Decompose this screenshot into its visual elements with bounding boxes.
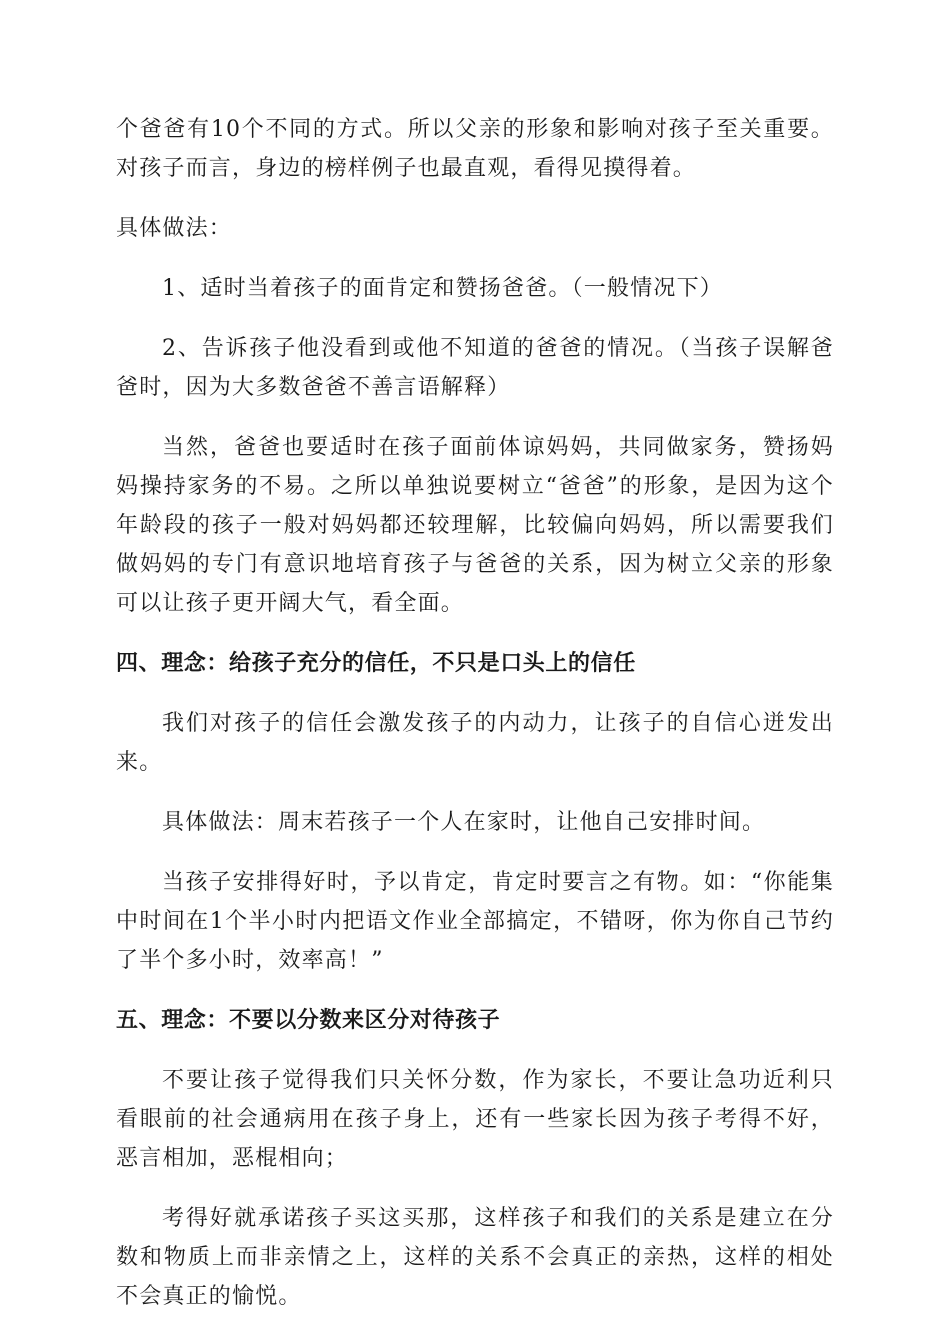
paragraph-trust-method: 具体做法：周末若孩子一个人在家时，让他自己安排时间。: [162, 810, 766, 835]
paragraph-father-role: 当然，爸爸也要适时在孩子面前体谅妈妈，共同做家务，赞扬妈妈操持家务的不易。之所以单独说要树立“爸爸”的形象，是因为这个年龄段的孩子一般对妈妈都还较理解，比较偏向妈妈，所以需要我们做妈妈的专门有意识地培育孩子与爸爸的关系，因为树立父亲的形象可以让孩子更开阔大气，看全面。: [116, 435, 834, 616]
paragraph-method-item-2: 2、告诉孩子他没看到或他不知道的爸爸的情况。（当孩子误解爸爸时，因为大多数爸爸不善言语解释）: [116, 336, 834, 400]
paragraph-method-label: 具体做法：: [116, 216, 233, 241]
document-body: [116, 110, 834, 1316]
paragraph-scores-intro: 不要让孩子觉得我们只关怀分数，作为家长，不要让急功近利只看眼前的社会通病用在孩子身上，还有一些家长因为孩子考得不好，恶言相加，恶棍相向；: [116, 1068, 834, 1171]
paragraph-father-image-continued: 个爸爸有10个不同的方式。所以父亲的形象和影响对孩子至关重要。对孩子而言，身边的榜样例子也最直观，看得见摸得着。: [116, 117, 834, 181]
paragraph-method-item-1: 1、适时当着孩子的面肯定和赞扬爸爸。（一般情况下）: [162, 276, 723, 301]
section-heading-trust: 四、理念：给孩子充分的信任，不只是口头上的信任: [116, 651, 636, 676]
paragraph-trust-intro: 我们对孩子的信任会激发孩子的内动力，让孩子的自信心迸发出来。: [116, 711, 834, 775]
paragraph-trust-praise: 当孩子安排得好时，予以肯定，肯定时要言之有物。如：“你能集中时间在1个半小时内把语文作业全部搞定，不错呀，你为你自己节约了半个多小时，效率高！”: [116, 870, 834, 973]
section-heading-scores: 五、理念：不要以分数来区分对待孩子: [116, 1008, 501, 1033]
paragraph-scores-relationship: 考得好就承诺孩子买这买那，这样孩子和我们的关系是建立在分数和物质上而非亲情之上，这样的关系不会真正的亲热，这样的相处不会真正的愉悦。: [116, 1206, 834, 1309]
